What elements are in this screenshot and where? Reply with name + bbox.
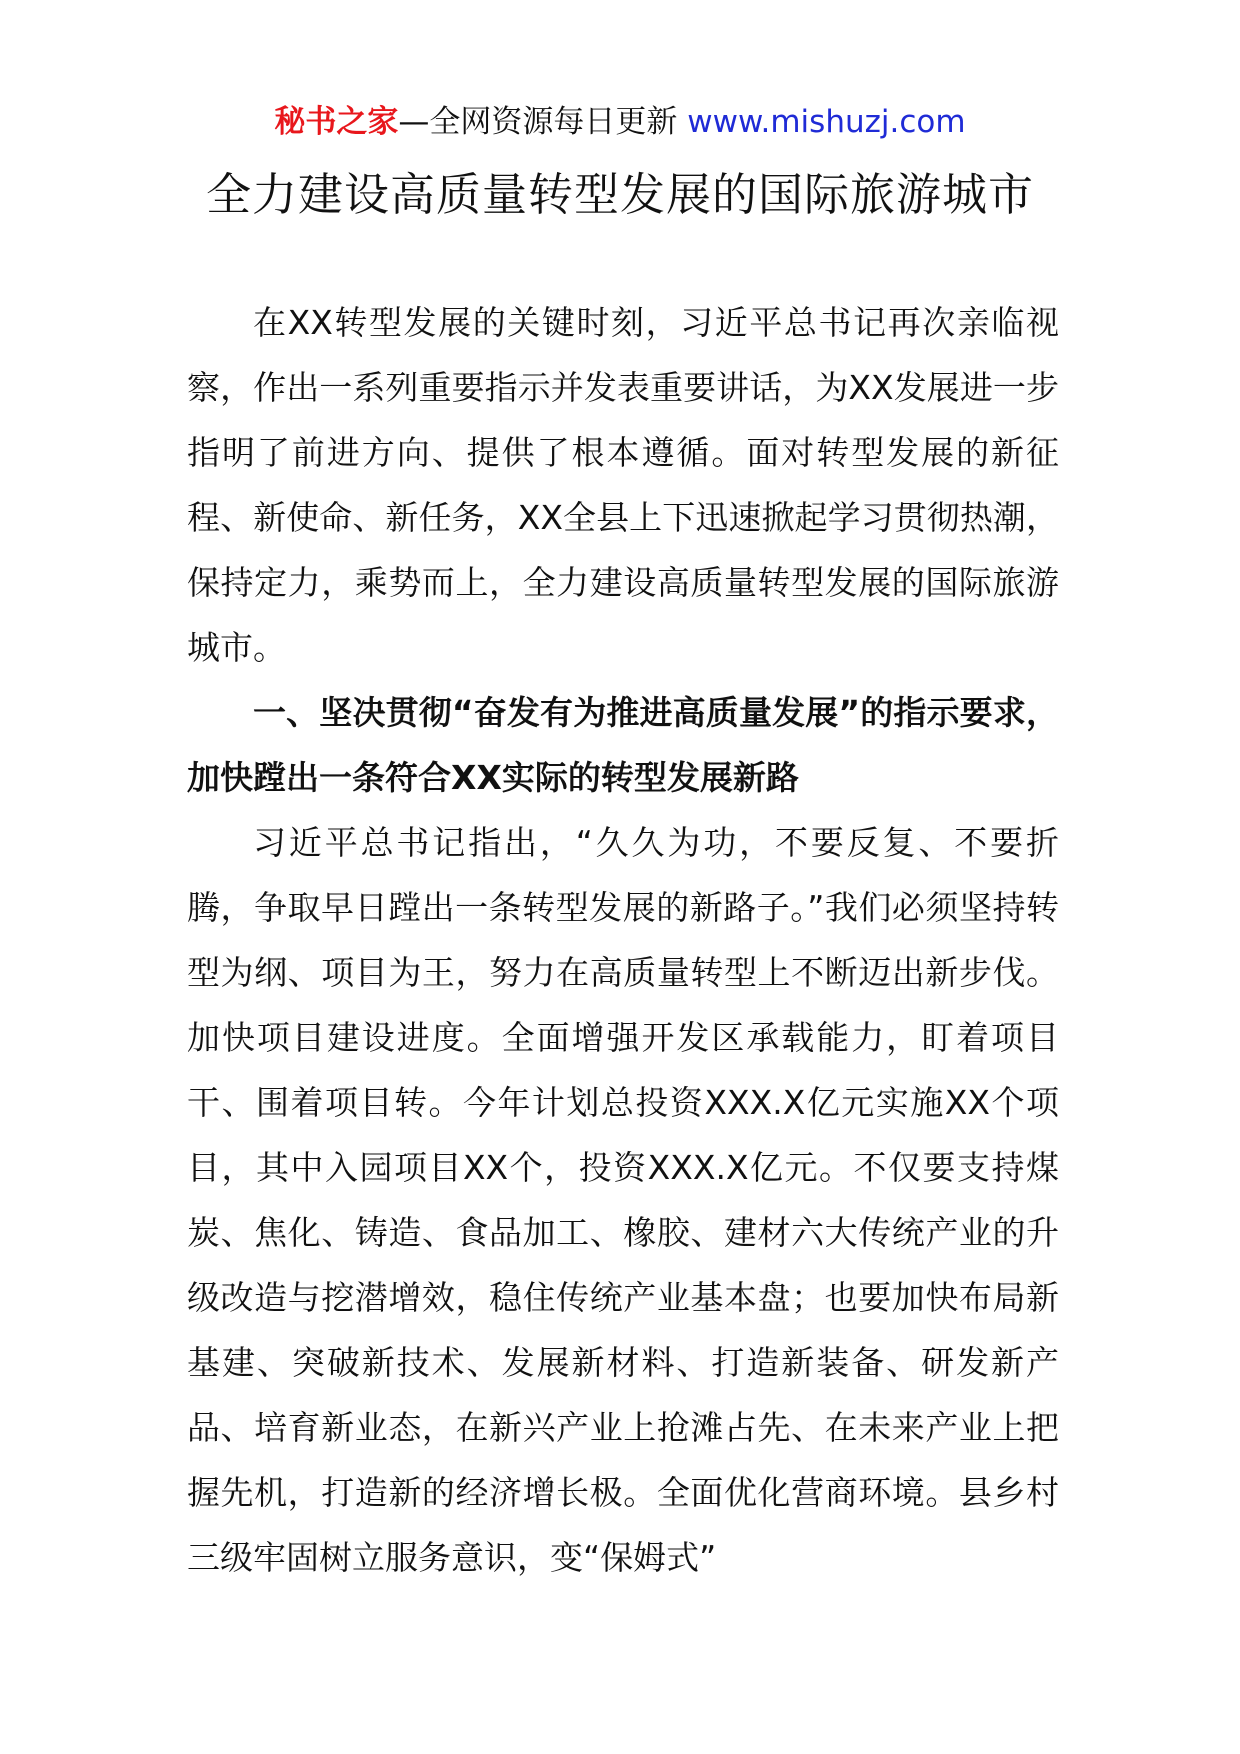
site-url-link[interactable]: www.mishuzj.com xyxy=(687,104,966,140)
section-heading-1: 一、坚决贯彻“奋发有为推进高质量发展”的指示要求，加快蹚出一条符合XX实际的转型发展新路 xyxy=(187,693,1059,797)
section-1-paragraph: 习近平总书记指出，“久久为功，不要反复、不要折腾，争取早日蹚出一条转型发展的新路子。”我们必须坚持转型为纲、项目为王，努力在高质量转型上不断迈出新步伐。加快项目建设进度。全面增强开发区承载能力，盯着项目干、围着项目转。今年计划总投资XXX.X亿元实施XX个项目，其中入园项目XX个，投资XXX.X亿元。不仅要支持煤炭、焦化、铸造、食品加工、橡胶、建材六大传统产业的升级改造与挖潜增效，稳住传统产业基本盘；也要加快布局新基建、突破新技术、发展新材料、打造新装备、研发新产品、培育新业态，在新兴产业上抢滩占先、在未来产业上把握先机，打造新的经济增长极。全面优化营商环境。县乡村三级牢固树立服务意识，变“保姆式” xyxy=(187,823,1059,1577)
document-title: 全力建设高质量转型发展的国际旅游城市 xyxy=(205,168,1034,221)
brand-name: 秘书之家 xyxy=(274,104,399,140)
intro-paragraph: 在XX转型发展的关键时刻，习近平总书记再次亲临视察，作出一系列重要指示并发表重要讲话，为XX发展进一步指明了前进方向、提供了根本遵循。面对转型发展的新征程、新使命、新任务，XX全县上下迅速掀起学习贯彻热潮，保持定力，乘势而上，全力建设高质量转型发展的国际旅游城市。 xyxy=(187,303,1059,667)
site-tagline: —全网资源每日更新 xyxy=(398,104,688,140)
site-header xyxy=(0,100,1240,144)
document-body xyxy=(187,290,1059,1590)
